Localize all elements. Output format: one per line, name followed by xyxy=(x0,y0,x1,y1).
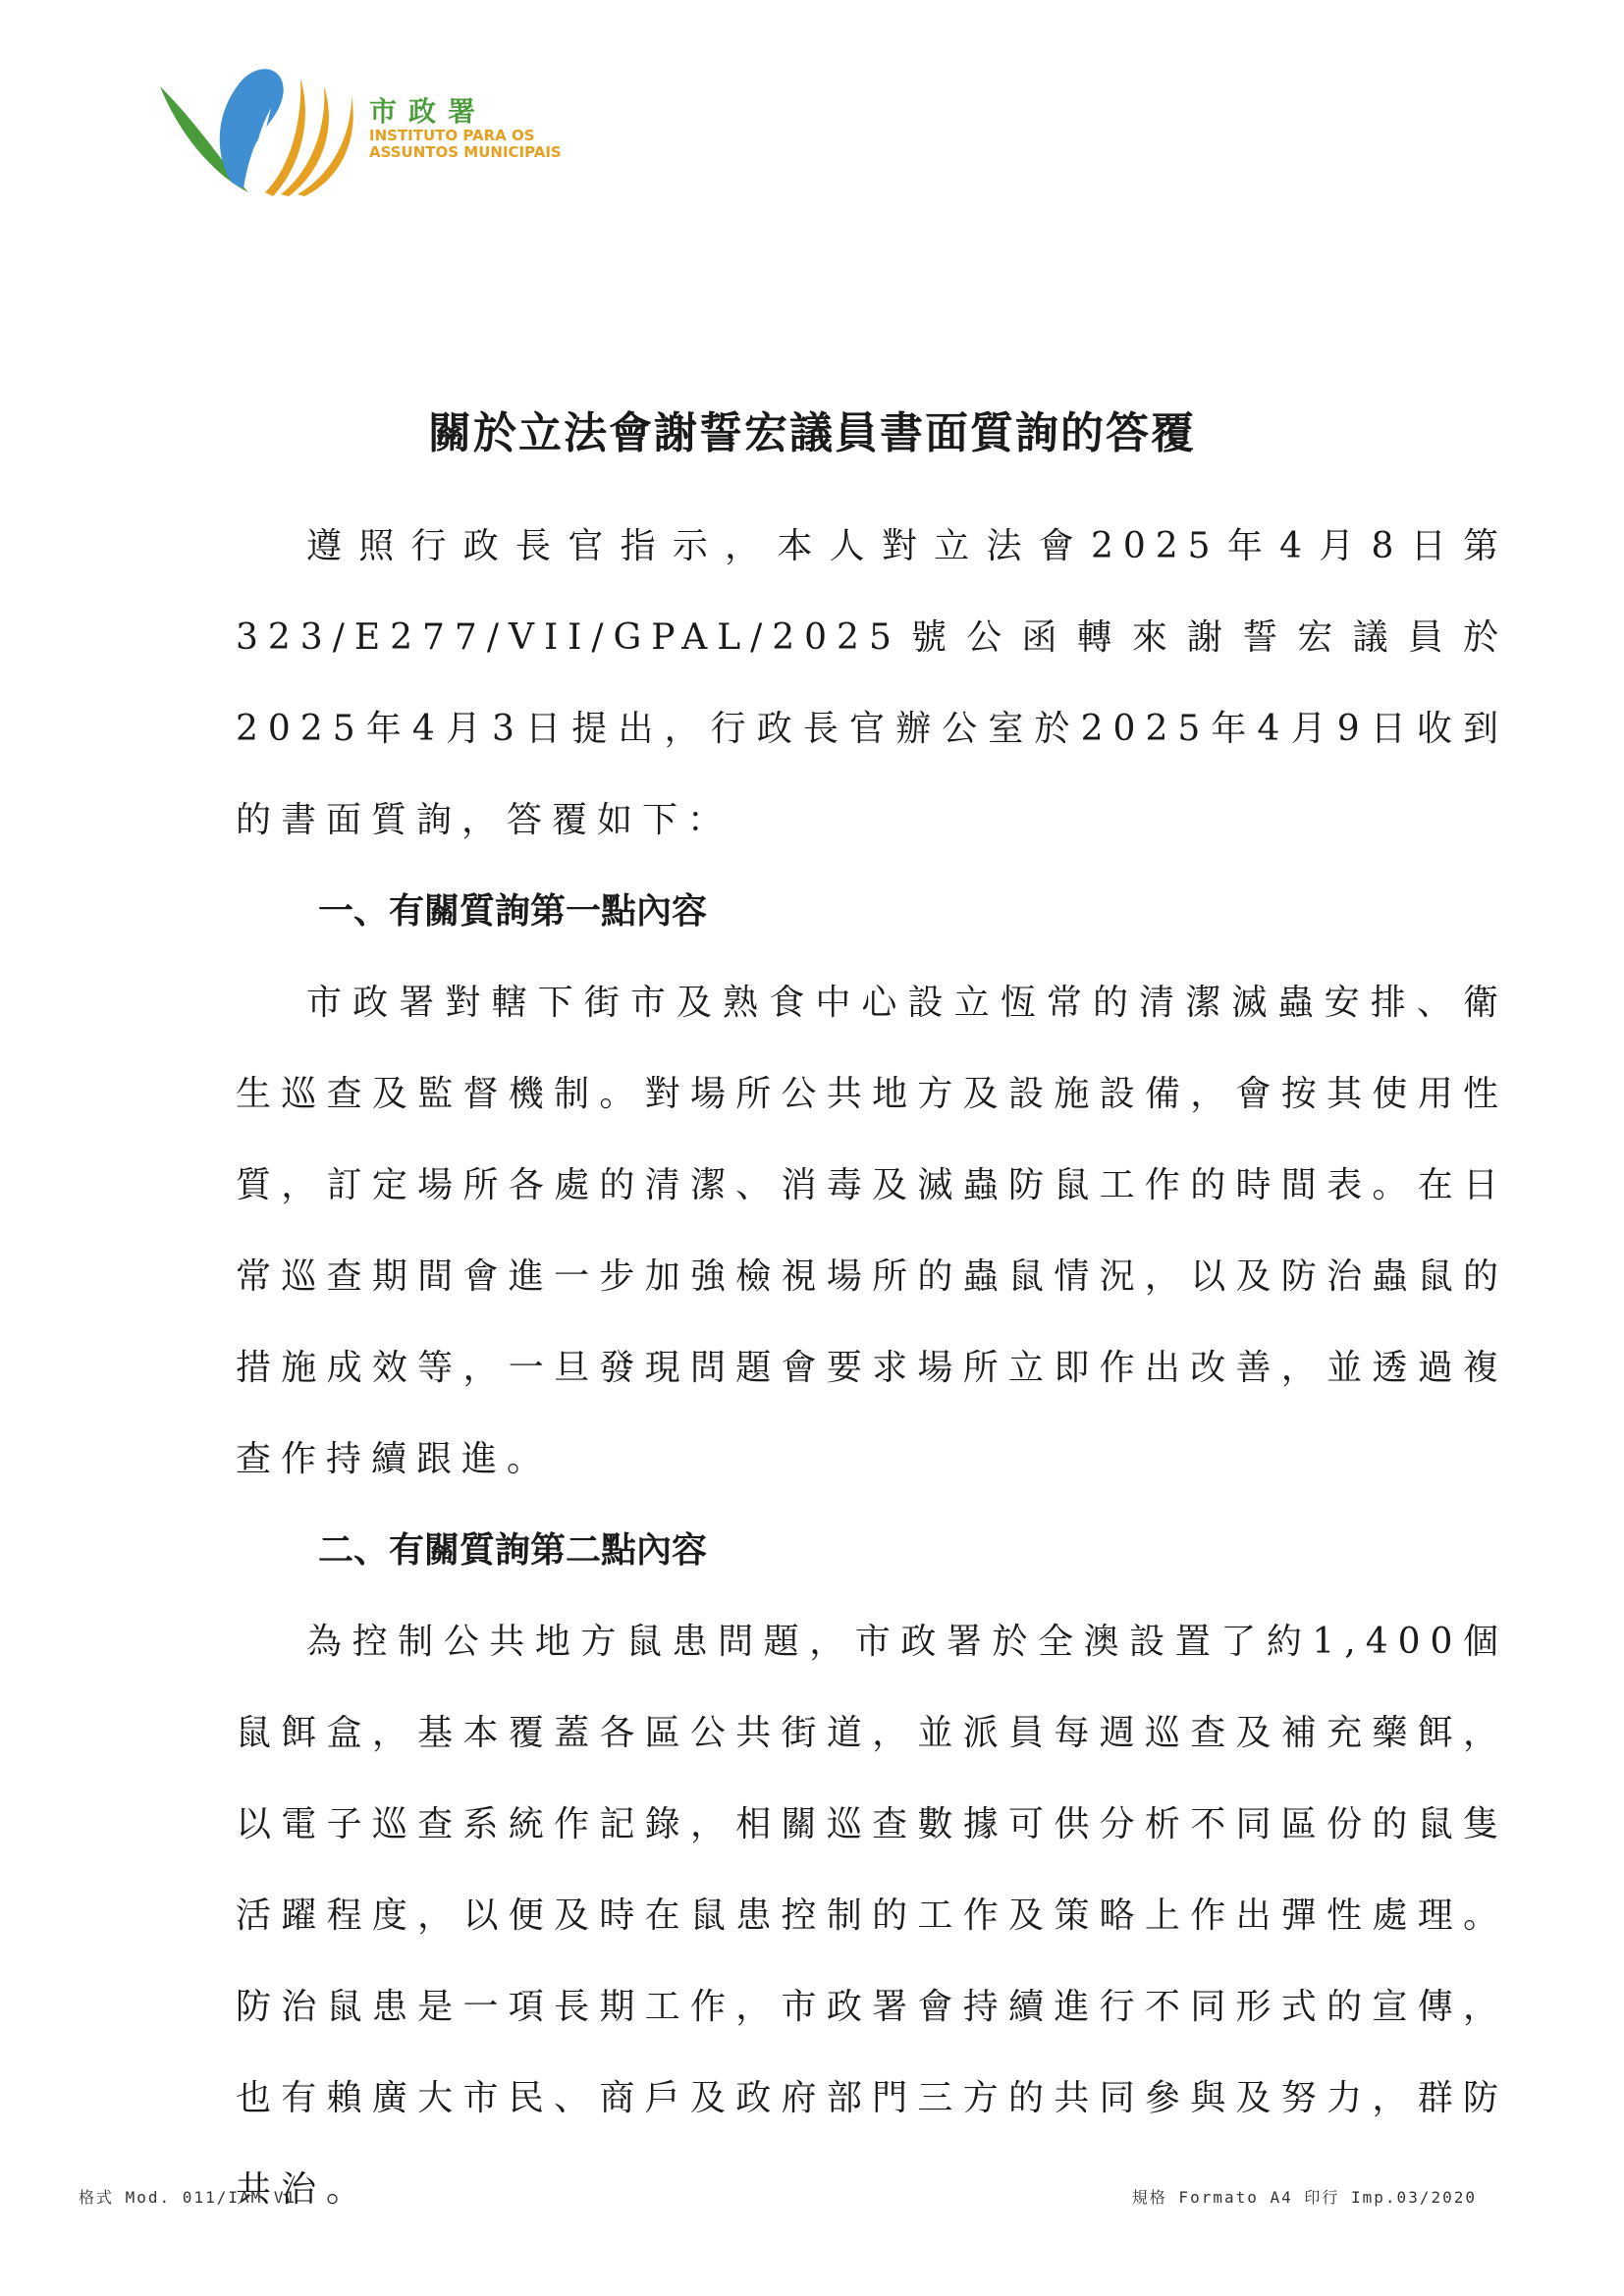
iam-emblem-icon xyxy=(155,57,361,199)
logo-chinese-name: 市政署 xyxy=(369,95,488,128)
document-title: 關於立法會謝誓宏議員書面質詢的答覆 xyxy=(428,408,1196,458)
intro-paragraph: 遵照行政長官指示，本人對立法會2025年4月8日第323/E277/VII/GPAL/2025號公函轉來謝誓宏議員於2025年4月3日提出，行政長官辦公室於2025年4月9日收到的書面質詢，答覆如下： xyxy=(236,526,1508,840)
document-body xyxy=(236,501,1508,2235)
iam-logo xyxy=(155,57,568,204)
section-2-body: 為控制公共地方鼠患問題，市政署於全澳設置了約1,400個鼠餌盒，基本覆蓋各區公共街道，並派員每週巡查及補充藥餌，以電子巡查系統作記錄，相關巡查數據可供分析不同區份的鼠隻活躍程度，以便及時在鼠患控制的工作及策略上作出彈性處理。防治鼠患是一項長期工作，市政署會持續進行不同形式的宣傳，也有賴廣大市民、商戶及政府部門三方的共同參與及努力，群防共治。 xyxy=(236,1622,1508,2210)
logo-portuguese-line1: INSTITUTO PARA OS xyxy=(369,127,535,144)
section-1-heading: 一、有關質詢第一點內容 xyxy=(318,891,708,932)
footer-format-info: 規格 Formato A4 印行 Imp.03/2020 xyxy=(1131,2188,1477,2207)
footer-form-code: 格式 Mod. 011/IAM V1 xyxy=(79,2188,298,2207)
section-1-body: 市政署對轄下街市及熟食中心設立恆常的清潔滅蟲安排、衛生巡查及監督機制。對場所公共地方及設施設備，會按其使用性質，訂定場所各處的清潔、消毒及滅蟲防鼠工作的時間表。在日常巡查期間會進一步加強檢視場所的蟲鼠情況，以及防治蟲鼠的措施成效等，一旦發現問題會要求場所立即作出改善，並透過複查作持續跟進。 xyxy=(236,983,1508,1479)
logo-portuguese-line2: ASSUNTOS MUNICIPAIS xyxy=(369,143,562,161)
section-2-heading: 二、有關質詢第二點內容 xyxy=(318,1530,708,1571)
